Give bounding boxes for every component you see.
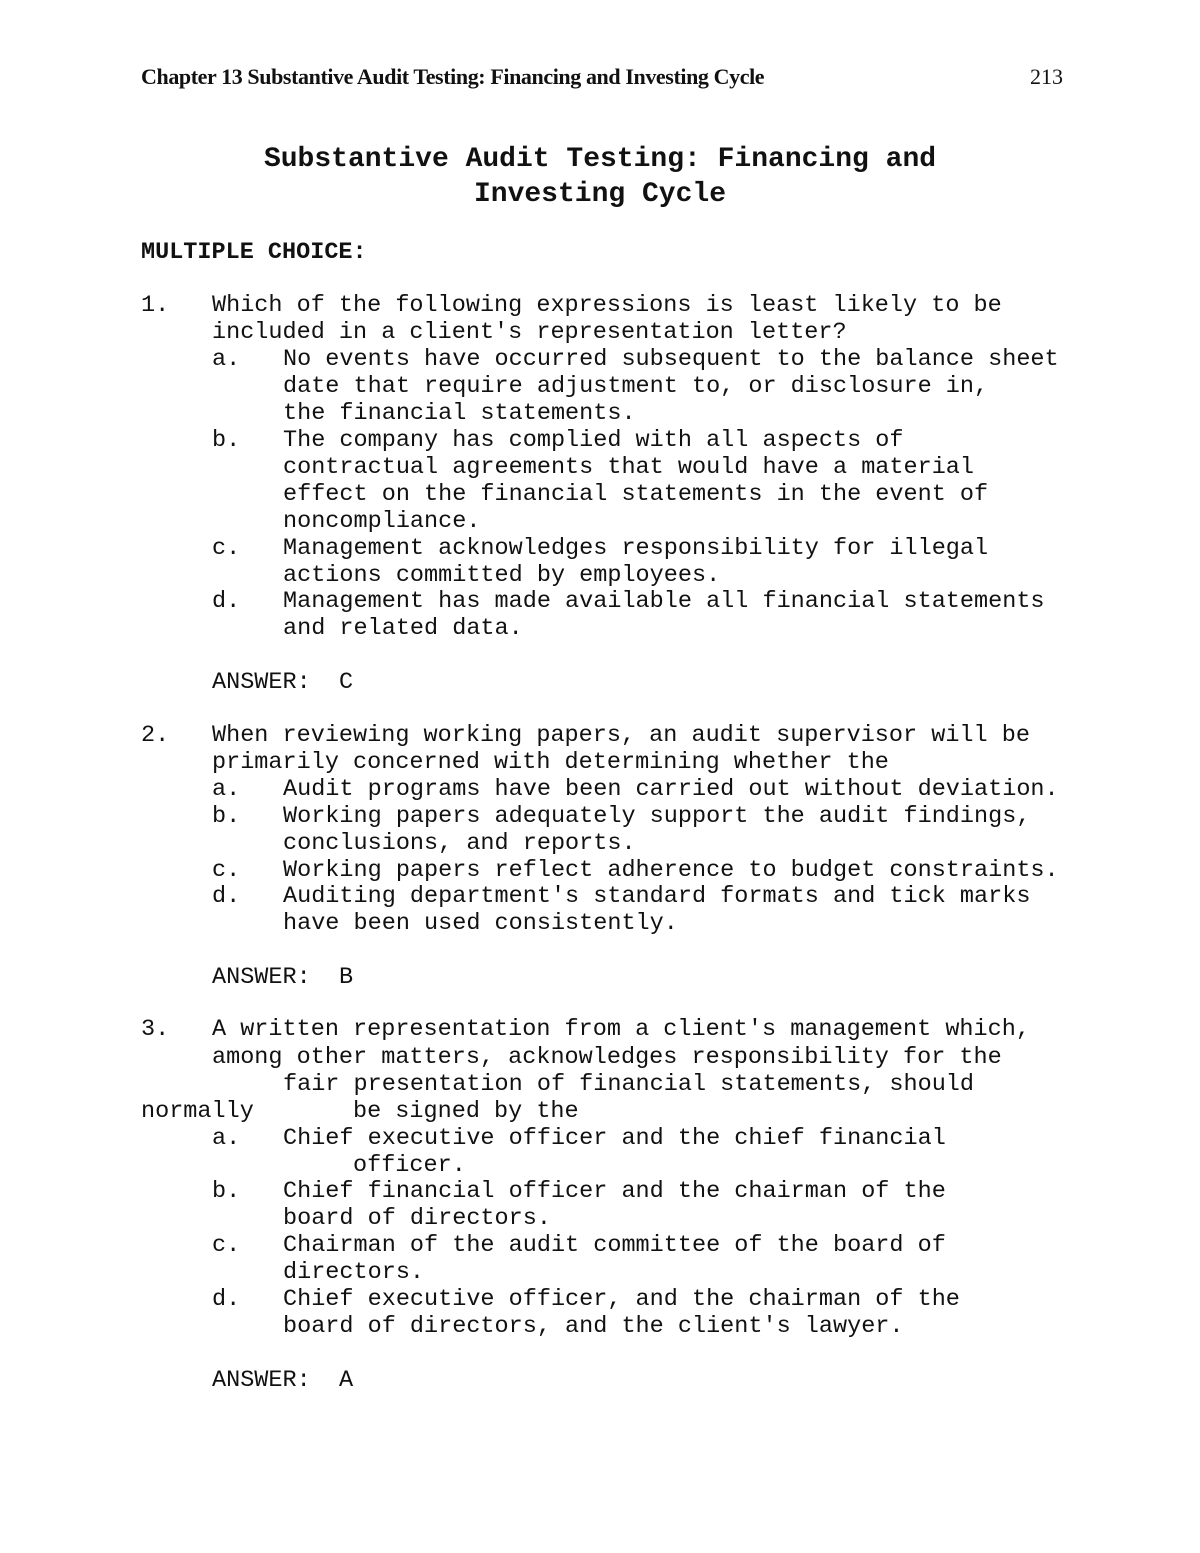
option-line: Chief executive officer and the chief financial [283, 1125, 946, 1152]
option-line: Working papers reflect adherence to budget constraints. [283, 857, 1059, 884]
page-number: 213 [1030, 64, 1063, 89]
answer-value: C [339, 669, 354, 696]
question-stem-line: When reviewing working papers, an audit supervisor will be [212, 722, 1030, 749]
question-number: 1. [141, 292, 170, 319]
answer-label: ANSWER: [212, 669, 311, 696]
option-letter: a. [212, 346, 241, 373]
option-letter: b. [212, 427, 241, 454]
option-line: Audit programs have been carried out without deviation. [283, 776, 1059, 803]
option-line: board of directors. [283, 1205, 551, 1232]
question-number: 3. [141, 1016, 170, 1043]
option-letter: d. [212, 1286, 241, 1313]
option-line: Chief executive officer, and the chairman of the [283, 1286, 960, 1313]
option-line: Chief financial officer and the chairman of the [283, 1178, 946, 1205]
question-stem-line: primarily concerned with determining whether the [212, 749, 889, 776]
question-number: 2. [141, 722, 170, 749]
option-letter: b. [212, 803, 241, 830]
option-line: Working papers adequately support the audit findings, [283, 803, 1031, 830]
option-letter: a. [212, 1125, 241, 1152]
option-letter: c. [212, 857, 241, 884]
option-line: Management has made available all financial statements [283, 588, 1045, 615]
document-title-line-2: Investing Cycle [473, 179, 727, 210]
option-line: conclusions, and reports. [283, 830, 636, 857]
option-line: directors. [283, 1259, 425, 1286]
answer-label: ANSWER: [212, 964, 311, 991]
option-line: board of directors, and the client's lawyer. [283, 1313, 904, 1340]
running-header: Chapter 13 Substantive Audit Testing: Financing and Investing Cycle [141, 64, 765, 89]
option-line: have been used consistently. [283, 910, 678, 937]
answer-value: B [339, 964, 354, 991]
option-line: the financial statements. [283, 400, 636, 427]
question-stem-line: fair presentation of financial statements, should [283, 1071, 975, 1098]
option-letter: d. [212, 883, 241, 910]
option-line: Management acknowledges responsibility for illegal [283, 535, 989, 562]
option-line: contractual agreements that would have a material [283, 454, 975, 481]
document-title-line-1: Substantive Audit Testing: Financing and [263, 144, 937, 175]
option-line: effect on the financial statements in the event of [283, 481, 989, 508]
option-letter: a. [212, 776, 241, 803]
section-label: MULTIPLE CHOICE: [141, 239, 367, 266]
option-letter: d. [212, 588, 241, 615]
question-stem-line: normally [141, 1098, 254, 1125]
question-stem-line: included in a client's representation letter? [212, 319, 847, 346]
question-stem-line: Which of the following expressions is least likely to be [212, 292, 1002, 319]
option-line: actions committed by employees. [283, 562, 721, 589]
option-letter: c. [212, 1232, 241, 1259]
answer-value: A [339, 1367, 354, 1394]
option-line: Chairman of the audit committee of the board of [283, 1232, 946, 1259]
option-letter: c. [212, 535, 241, 562]
option-line: The company has complied with all aspects of [283, 427, 904, 454]
option-line: Auditing department's standard formats and tick marks [283, 883, 1031, 910]
option-line: noncompliance. [283, 508, 481, 535]
option-line: No events have occurred subsequent to the balance sheet [283, 346, 1059, 373]
option-line: and related data. [283, 615, 523, 642]
option-letter: b. [212, 1178, 241, 1205]
question-stem-line: be signed by the [353, 1098, 579, 1125]
option-line: date that require adjustment to, or disclosure in, [283, 373, 989, 400]
question-stem-line: A written representation from a client's management which, [212, 1016, 1030, 1043]
question-stem-line: among other matters, acknowledges responsibility for the [212, 1044, 1002, 1071]
answer-label: ANSWER: [212, 1367, 311, 1394]
option-line: officer. [353, 1152, 466, 1179]
